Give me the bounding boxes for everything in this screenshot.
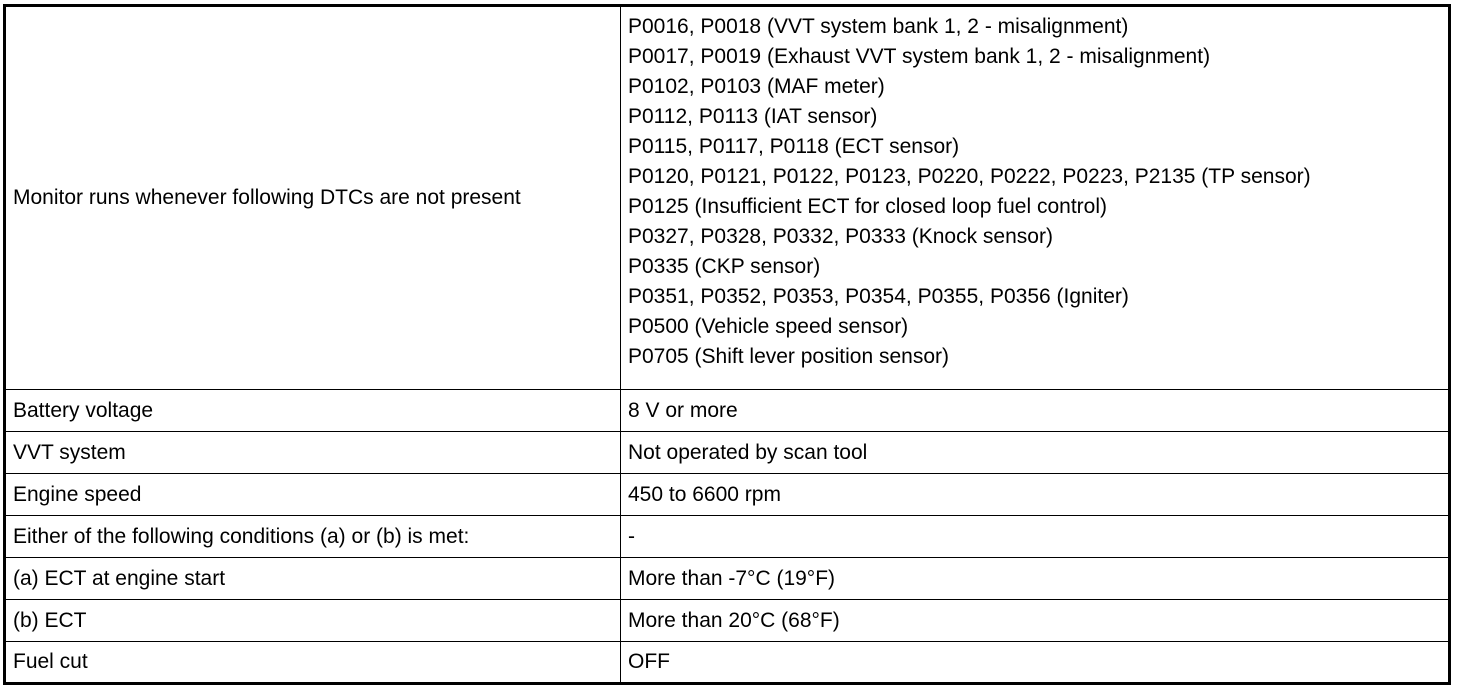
- row-label: VVT system: [5, 432, 621, 474]
- row-label: Either of the following conditions (a) or (b) is met:: [5, 516, 621, 558]
- table-row: [5, 432, 1450, 474]
- row-label: (b) ECT: [5, 600, 621, 642]
- dtc-list-cell: [621, 6, 1450, 390]
- row-value: More than -7°C (19°F): [621, 558, 1450, 600]
- row-value: 450 to 6600 rpm: [621, 474, 1450, 516]
- conditions-table-container: [3, 4, 1451, 685]
- table-row: [5, 600, 1450, 642]
- dtc-list-item: P0102, P0103 (MAF meter): [628, 75, 885, 98]
- dtc-list-item: P0705 (Shift lever position sensor): [628, 345, 949, 368]
- dtc-list-item: P0351, P0352, P0353, P0354, P0355, P0356 (Igniter): [628, 285, 1129, 308]
- table-row: [5, 390, 1450, 432]
- dtc-list-item: P0500 (Vehicle speed sensor): [628, 315, 909, 338]
- dtc-list-item: P0017, P0019 (Exhaust VVT system bank 1, 2 - misalignment): [628, 45, 1211, 68]
- row-value: More than 20°C (68°F): [621, 600, 1450, 642]
- row-label: Battery voltage: [5, 390, 621, 432]
- dtc-list-item: P0335 (CKP sensor): [628, 255, 821, 278]
- row-label: Engine speed: [5, 474, 621, 516]
- row-label: (a) ECT at engine start: [5, 558, 621, 600]
- row-label: Fuel cut: [5, 642, 621, 684]
- row-value: -: [621, 516, 1450, 558]
- table-row: [5, 642, 1450, 684]
- row-label-dtc-condition: Monitor runs whenever following DTCs are not present: [5, 6, 621, 390]
- dtc-list-item: P0125 (Insufficient ECT for closed loop fuel control): [628, 195, 1107, 218]
- dtc-list-item: P0112, P0113 (IAT sensor): [628, 105, 878, 128]
- table-row: [5, 558, 1450, 600]
- dtc-list-item: P0016, P0018 (VVT system bank 1, 2 - misalignment): [628, 15, 1129, 38]
- row-value: OFF: [621, 642, 1450, 684]
- table-row: [5, 516, 1450, 558]
- table-row: [5, 6, 1450, 390]
- dtc-list-item: P0115, P0117, P0118 (ECT sensor): [628, 135, 960, 158]
- monitor-conditions-table: [3, 4, 1451, 685]
- table-row: [5, 474, 1450, 516]
- row-value: 8 V or more: [621, 390, 1450, 432]
- dtc-list-item: P0327, P0328, P0332, P0333 (Knock sensor): [628, 225, 1053, 248]
- dtc-list-item: P0120, P0121, P0122, P0123, P0220, P0222, P0223, P2135 (TP sensor): [628, 165, 1311, 188]
- row-value: Not operated by scan tool: [621, 432, 1450, 474]
